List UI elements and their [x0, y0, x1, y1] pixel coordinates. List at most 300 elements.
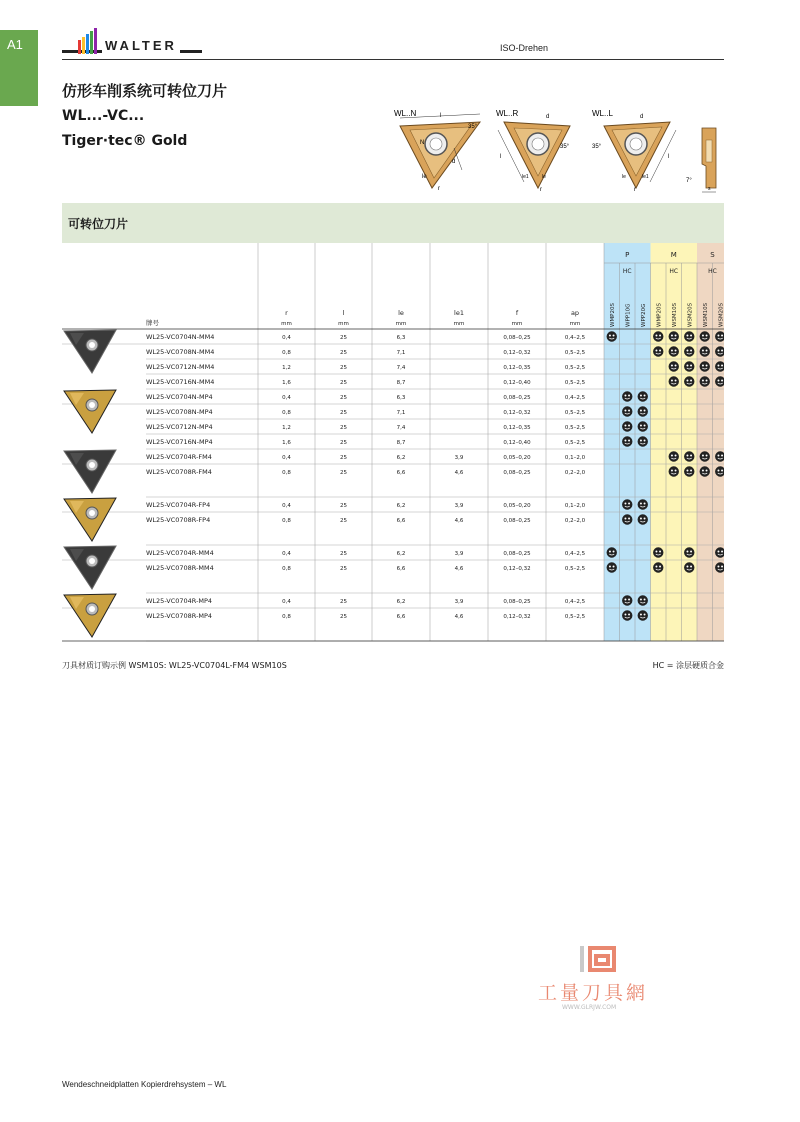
value-cell: 0,4: [282, 335, 291, 341]
value-cell: 1,2: [282, 425, 291, 431]
availability-icon-eye: [717, 350, 719, 352]
availability-icon-eye: [624, 614, 626, 616]
availability-icon: [622, 406, 632, 416]
availability-icon-eye: [613, 551, 615, 553]
value-cell: 25: [340, 395, 347, 401]
value-cell: 0,5–2,5: [564, 614, 586, 620]
availability-icon-eye: [690, 365, 692, 367]
availability-icon-eye: [717, 455, 719, 457]
watermark-url: WWW.GLRJW.COM: [562, 1004, 617, 1011]
svg-text:l: l: [440, 113, 442, 119]
availability-icon-eye: [624, 503, 626, 505]
value-cell: 0,5–2,5: [564, 410, 586, 416]
value-cell: 7,1: [396, 350, 406, 356]
availability-icon: [638, 499, 648, 509]
availability-icon-eye: [640, 599, 642, 601]
availability-icon-eye: [624, 518, 626, 520]
value-cell: 0,12–0,35: [503, 425, 531, 431]
value-cell: 6,6: [396, 614, 406, 620]
value-cell: 0,4: [282, 395, 291, 401]
availability-icon: [700, 361, 710, 371]
availability-icon-eye: [640, 518, 642, 520]
value-cell: 0,08–0,25: [503, 551, 531, 557]
availability-icon-eye: [717, 566, 719, 568]
availability-icon-eye: [644, 503, 646, 505]
logo-stripe: [82, 37, 85, 54]
col-unit: mm: [395, 321, 407, 327]
availability-icon-eye: [640, 614, 642, 616]
col-symbol: le: [398, 309, 404, 317]
availability-icon-eye: [628, 518, 630, 520]
availability-icon-eye: [624, 410, 626, 412]
availability-icon: [638, 514, 648, 524]
grade-column-bg: [697, 243, 713, 641]
availability-icon-eye: [609, 566, 611, 568]
value-cell: 0,08–0,25: [503, 335, 531, 341]
availability-icon: [684, 376, 694, 386]
availability-icon-eye: [690, 350, 692, 352]
value-cell: 0,12–0,32: [503, 410, 531, 416]
availability-icon: [622, 514, 632, 524]
designation-cell: WL25-VC0716N-MP4: [146, 438, 213, 446]
value-cell: 7,4: [396, 365, 406, 371]
availability-icon-eye: [706, 380, 708, 382]
svg-text:35°: 35°: [560, 144, 570, 150]
svg-text:r: r: [540, 187, 542, 193]
value-cell: 8,7: [396, 380, 406, 386]
availability-icon-eye: [717, 551, 719, 553]
value-cell: 0,4–2,5: [564, 335, 586, 341]
section-label: ISO-Drehen: [500, 43, 549, 53]
availability-icon-eye: [659, 551, 661, 553]
value-cell: 0,5–2,5: [564, 365, 586, 371]
availability-icon-eye: [628, 614, 630, 616]
availability-icon-eye: [706, 335, 708, 337]
availability-icon-eye: [721, 350, 723, 352]
grade-column-bg: [682, 243, 698, 641]
grade-column-bg: [651, 243, 667, 641]
availability-icon-eye: [671, 335, 673, 337]
watermark: [538, 942, 668, 1022]
availability-icon: [669, 451, 679, 461]
value-cell: 3,9: [454, 503, 464, 509]
availability-icon: [622, 421, 632, 431]
logo-stripe: [90, 31, 93, 54]
logo-stripe: [94, 28, 97, 54]
grade-column-bg: [604, 243, 620, 641]
svg-text:d: d: [640, 114, 644, 120]
watermark-text: 工量刀具網: [538, 982, 649, 1004]
value-cell: 0,5–2,5: [564, 380, 586, 386]
insert-hole-center: [89, 462, 95, 468]
availability-icon: [622, 391, 632, 401]
group-coating: HC: [708, 268, 717, 275]
designation-cell: WL25-VC0704R-FM4: [146, 453, 212, 461]
availability-icon-eye: [721, 470, 723, 472]
availability-icon: [700, 451, 710, 461]
availability-icon-eye: [644, 614, 646, 616]
availability-icon-eye: [690, 380, 692, 382]
availability-icon-eye: [702, 335, 704, 337]
availability-icon-eye: [721, 365, 723, 367]
value-cell: 0,8: [282, 614, 291, 620]
availability-icon-eye: [675, 455, 677, 457]
availability-icon-eye: [659, 566, 661, 568]
designation-cell: WL25-VC0704R-FP4: [146, 501, 211, 509]
value-cell: 0,4: [282, 599, 291, 605]
grade-name: WSM20S: [687, 302, 694, 327]
value-cell: 6,6: [396, 518, 406, 524]
availability-icon-eye: [628, 425, 630, 427]
availability-icon-eye: [624, 425, 626, 427]
availability-icon-eye: [655, 335, 657, 337]
designation-cell: WL25-VC0704N-MP4: [146, 393, 213, 401]
availability-icon-eye: [644, 410, 646, 412]
value-cell: 4,6: [454, 470, 464, 476]
availability-icon-eye: [717, 470, 719, 472]
availability-icon: [684, 466, 694, 476]
value-cell: 0,4: [282, 455, 291, 461]
availability-icon-eye: [706, 470, 708, 472]
availability-icon-eye: [721, 566, 723, 568]
svg-text:s: s: [708, 186, 711, 192]
availability-icon-eye: [659, 350, 661, 352]
availability-icon-eye: [690, 551, 692, 553]
svg-text:r: r: [634, 187, 636, 193]
svg-text:l: l: [668, 154, 670, 160]
value-cell: 0,08–0,25: [503, 599, 531, 605]
availability-icon-eye: [690, 455, 692, 457]
insert-table: [62, 243, 724, 659]
designation-cell: WL25-VC0708R-MP4: [146, 612, 213, 620]
designation-cell: WL25-VC0712N-MM4: [146, 363, 215, 371]
availability-icon-eye: [706, 455, 708, 457]
availability-icon-eye: [721, 455, 723, 457]
value-cell: 4,6: [454, 518, 464, 524]
value-cell: 7,1: [396, 410, 406, 416]
value-cell: 0,5–2,5: [564, 425, 586, 431]
value-cell: 0,2–2,0: [564, 518, 586, 524]
value-cell: 25: [340, 425, 347, 431]
svg-text:le: le: [422, 174, 427, 180]
availability-icon: [607, 562, 617, 572]
availability-icon: [684, 562, 694, 572]
wll-name: WL..L: [592, 109, 613, 118]
availability-icon: [653, 331, 663, 341]
col-symbol: r: [285, 309, 288, 317]
value-cell: 6,6: [396, 566, 406, 572]
group-coating: HC: [622, 268, 632, 275]
availability-icon: [653, 547, 663, 557]
value-cell: 6,2: [396, 503, 406, 509]
hc-legend: HC = 涂层硬质合金: [652, 661, 724, 670]
col-unit: mm: [569, 321, 581, 327]
svg-text:7°: 7°: [686, 178, 692, 184]
diagram-side-view: [684, 126, 724, 196]
availability-icon: [669, 331, 679, 341]
value-cell: 0,12–0,32: [503, 566, 531, 572]
value-cell: 0,8: [282, 566, 291, 572]
diagram-wll: [590, 108, 680, 193]
value-cell: 25: [340, 365, 347, 371]
value-cell: 25: [340, 566, 347, 572]
availability-icon: [622, 610, 632, 620]
availability-icon: [669, 346, 679, 356]
designation-cell: WL25-VC0712N-MP4: [146, 423, 213, 431]
value-cell: 6,3: [396, 395, 406, 401]
value-cell: 8,7: [396, 440, 406, 446]
availability-icon-eye: [717, 380, 719, 382]
col-unit: mm: [338, 321, 349, 327]
availability-icon-eye: [644, 425, 646, 427]
value-cell: 0,5–2,5: [564, 566, 586, 572]
value-cell: 0,4: [282, 503, 291, 509]
availability-icon-eye: [721, 380, 723, 382]
value-cell: 4,6: [454, 614, 464, 620]
availability-icon: [638, 595, 648, 605]
availability-icon: [653, 562, 663, 572]
group-code: P: [625, 251, 630, 259]
availability-icon-eye: [702, 455, 704, 457]
value-cell: 0,1–2,0: [564, 503, 586, 509]
availability-icon-eye: [613, 566, 615, 568]
svg-text:35°: 35°: [592, 144, 602, 150]
availability-icon: [700, 466, 710, 476]
designation-cell: WL25-VC0704R-MP4: [146, 597, 213, 605]
value-cell: 0,05–0,20: [503, 503, 531, 509]
availability-icon-eye: [671, 470, 673, 472]
grade-name: WMP20S: [610, 303, 616, 327]
availability-icon: [638, 406, 648, 416]
designation-cell: WL25-VC0716N-MM4: [146, 378, 215, 386]
designation-cell: WL25-VC0708N-MP4: [146, 408, 213, 416]
availability-icon: [622, 499, 632, 509]
value-cell: 25: [340, 518, 347, 524]
svg-text:le1: le1: [642, 174, 649, 180]
availability-icon-eye: [702, 350, 704, 352]
availability-icon-eye: [675, 365, 677, 367]
availability-icon: [684, 547, 694, 557]
value-cell: 25: [340, 470, 347, 476]
value-cell: 0,5–2,5: [564, 440, 586, 446]
col-unit: mm: [453, 321, 465, 327]
svg-text:le: le: [542, 174, 546, 180]
designation-cell: WL25-VC0708R-MM4: [146, 564, 214, 572]
availability-icon-eye: [628, 599, 630, 601]
svg-text:N: N: [420, 140, 425, 146]
col-designation: 牌号: [146, 319, 159, 327]
availability-icon-eye: [624, 599, 626, 601]
insert-hole-center: [89, 402, 95, 408]
group-code: M: [670, 251, 677, 259]
value-cell: 25: [340, 599, 347, 605]
group-code: S: [710, 251, 715, 259]
value-cell: 25: [340, 455, 347, 461]
value-cell: 0,1–2,0: [564, 455, 586, 461]
availability-icon-eye: [659, 335, 661, 337]
svg-text:le: le: [622, 174, 626, 180]
logo-stripe: [86, 34, 89, 54]
availability-icon-eye: [702, 470, 704, 472]
col-symbol: f: [515, 309, 519, 317]
availability-icon-eye: [671, 365, 673, 367]
chapter-tab: A1: [0, 30, 38, 106]
availability-icon-eye: [686, 350, 688, 352]
wln-name: WL..N: [394, 109, 417, 118]
availability-icon-eye: [690, 335, 692, 337]
availability-icon-eye: [624, 395, 626, 397]
col-unit: mm: [281, 321, 292, 327]
value-cell: 0,4–2,5: [564, 599, 586, 605]
value-cell: 6,2: [396, 599, 406, 605]
availability-icon-eye: [624, 440, 626, 442]
availability-icon-eye: [675, 335, 677, 337]
designation-cell: WL25-VC0708R-FM4: [146, 468, 212, 476]
value-cell: 0,2–2,0: [564, 470, 586, 476]
walter-logo: [62, 32, 202, 62]
availability-icon-eye: [721, 551, 723, 553]
availability-icon-eye: [640, 440, 642, 442]
availability-icon-eye: [721, 335, 723, 337]
availability-icon: [607, 331, 617, 341]
svg-text:r: r: [438, 186, 440, 192]
section-banner: 可转位刀片: [62, 203, 724, 243]
availability-icon-eye: [686, 470, 688, 472]
value-cell: 25: [340, 335, 347, 341]
availability-icon: [638, 610, 648, 620]
availability-icon-eye: [628, 503, 630, 505]
availability-icon-eye: [686, 455, 688, 457]
availability-icon-eye: [706, 350, 708, 352]
availability-icon-eye: [644, 440, 646, 442]
header-rule: [62, 59, 724, 60]
insert-hole-center: [89, 342, 95, 348]
value-cell: 6,6: [396, 470, 406, 476]
availability-icon-eye: [640, 395, 642, 397]
availability-icon-eye: [671, 380, 673, 382]
insert-hole-center: [89, 558, 95, 564]
availability-icon-eye: [655, 551, 657, 553]
value-cell: 7,4: [396, 425, 406, 431]
availability-icon: [669, 376, 679, 386]
grade-column-bg: [713, 243, 725, 641]
diagram-wlr: [494, 108, 584, 193]
availability-icon: [684, 361, 694, 371]
value-cell: 0,05–0,20: [503, 455, 531, 461]
availability-icon: [638, 391, 648, 401]
page-title: 仿形车削系统可转位刀片: [62, 82, 228, 100]
value-cell: 1,6: [282, 380, 291, 386]
availability-icon-eye: [686, 380, 688, 382]
value-cell: 0,12–0,40: [503, 440, 531, 446]
footer-caption: Wendeschneidplatten Kopierdrehsystem – WL: [62, 1080, 227, 1089]
value-cell: 0,12–0,32: [503, 614, 531, 620]
value-cell: 0,8: [282, 350, 291, 356]
grade-name: WSM10S: [672, 302, 678, 327]
value-cell: 0,08–0,25: [503, 518, 531, 524]
designation-cell: WL25-VC0704R-MM4: [146, 549, 214, 557]
availability-icon-eye: [671, 350, 673, 352]
value-cell: 0,12–0,32: [503, 350, 531, 356]
value-cell: 25: [340, 503, 347, 509]
availability-icon-eye: [628, 440, 630, 442]
availability-icon-eye: [609, 335, 611, 337]
availability-icon: [700, 346, 710, 356]
availability-icon-eye: [613, 335, 615, 337]
availability-icon-eye: [717, 365, 719, 367]
svg-text:35°: 35°: [468, 124, 478, 130]
svg-text:d: d: [452, 159, 456, 165]
group-coating: HC: [669, 268, 679, 275]
value-cell: 6,3: [396, 335, 406, 341]
availability-icon-eye: [609, 551, 611, 553]
availability-icon-eye: [655, 566, 657, 568]
series-title: WL...-VC...: [62, 108, 145, 124]
diagram-wln: [392, 108, 492, 193]
designation-cell: WL25-VC0704N-MM4: [146, 333, 215, 341]
order-example: 刀具材质订购示例 WSM10S: WL25-VC0704L-FM4 WSM10S: [62, 661, 287, 670]
availability-icon-eye: [690, 566, 692, 568]
svg-text:le1: le1: [522, 174, 529, 180]
value-cell: 0,8: [282, 410, 291, 416]
value-cell: 25: [340, 614, 347, 620]
value-cell: 0,5–2,5: [564, 350, 586, 356]
availability-icon: [653, 346, 663, 356]
availability-icon-eye: [717, 335, 719, 337]
grade-name: WMP20S: [656, 303, 663, 327]
col-symbol: l: [342, 309, 345, 317]
value-cell: 0,08–0,25: [503, 470, 531, 476]
insert-hole-center: [89, 606, 95, 612]
value-cell: 1,6: [282, 440, 291, 446]
value-cell: 0,4–2,5: [564, 551, 586, 557]
availability-icon: [700, 331, 710, 341]
value-cell: 1,2: [282, 365, 291, 371]
col-symbol: ap: [570, 309, 580, 317]
brand-name: WALTER: [102, 38, 180, 53]
availability-icon-eye: [640, 410, 642, 412]
availability-icon: [638, 421, 648, 431]
col-symbol: le1: [454, 309, 464, 317]
value-cell: 3,9: [454, 551, 464, 557]
designation-cell: WL25-VC0708N-MM4: [146, 348, 215, 356]
availability-icon-eye: [686, 365, 688, 367]
grade-name: WPP20G: [641, 303, 647, 327]
availability-icon-eye: [644, 395, 646, 397]
availability-icon-eye: [675, 470, 677, 472]
value-cell: 6,2: [396, 551, 406, 557]
availability-icon-eye: [644, 518, 646, 520]
availability-icon-eye: [686, 335, 688, 337]
availability-icon-eye: [686, 566, 688, 568]
availability-icon-eye: [702, 380, 704, 382]
value-cell: 0,12–0,35: [503, 365, 531, 371]
availability-icon: [684, 331, 694, 341]
availability-icon-eye: [690, 470, 692, 472]
availability-icon-eye: [702, 365, 704, 367]
value-cell: 25: [340, 440, 347, 446]
value-cell: 4,6: [454, 566, 464, 572]
grade-name: WPP10G: [625, 303, 632, 327]
value-cell: 0,08–0,25: [503, 395, 531, 401]
availability-icon-eye: [640, 503, 642, 505]
value-cell: 0,4: [282, 551, 291, 557]
insert-hole-center: [89, 510, 95, 516]
svg-text:d: d: [546, 114, 550, 120]
grade-title: Tiger·tec® Gold: [62, 133, 188, 149]
value-cell: 25: [340, 380, 347, 386]
value-cell: 0,4–2,5: [564, 395, 586, 401]
